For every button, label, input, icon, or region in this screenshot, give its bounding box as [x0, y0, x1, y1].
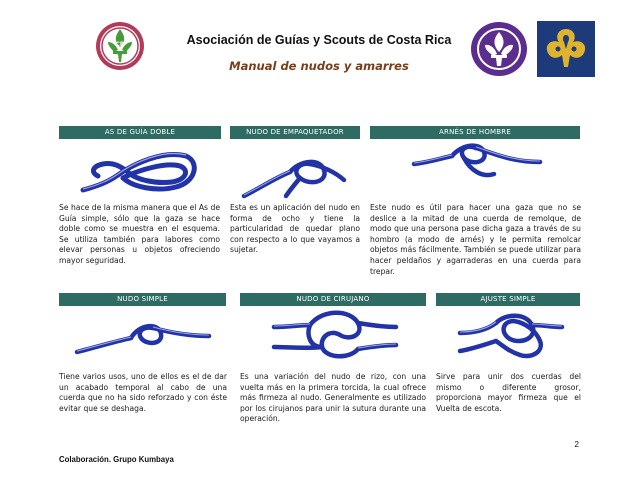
- nudo-de-cirujano-image: [270, 305, 400, 365]
- page-title: Asociación de Guías y Scouts de Costa Rica: [186, 33, 452, 47]
- nudo-simple-image: [73, 312, 213, 360]
- as-de-guia-doble-image: [78, 142, 203, 197]
- ajuste-simple-image: [456, 305, 566, 363]
- as-de-guia-doble-description: Se hace de la misma manera que el As de Guía simple, sólo que la gaza se hace doble como se muestra en el esquema. Se utiliza también para labores como elevar personas u objetos ofreciendo mayor seguridad.: [59, 203, 220, 265]
- arnes-de-hombre-image: [410, 138, 545, 188]
- nudo-de-empaquetador-description: Esta es un aplicación del nudo en forma de ocho y tiene la particularidad de quedar plano con respecto a lo que vayamos a sujetar.: [230, 203, 360, 255]
- arnes-de-hombre-description: Este nudo es útil para hacer una gaza que no se deslice a la mitad de una cuerda de remolque, de modo que una persona pase dicha gaza a través de su hombro (a modo de arnés) y le permita remolcar objetos más fácilmente. También se puede utilizar para hacer peldaños y agarraderas en una cuerda para trepar.: [370, 203, 581, 276]
- nudo-de-empaquetador-image: [240, 150, 348, 200]
- header-ajuste-simple: AJUSTE SIMPLE: [436, 293, 580, 306]
- page-number: 2: [574, 440, 579, 449]
- nudo-de-cirujano-description: Es una variación del nudo de rizo, con una vuelta más en la primera torcida, la cual ofrece más firmeza al nudo. Generalmente es utilizado por los cirujanos para unir la sutura durante una operación.: [240, 372, 426, 424]
- ajuste-simple-description: Sirve para unir dos cuerdas del mismo o diferente grosor, proporciona mayor firmeza que el Vuelta de escota.: [436, 372, 581, 413]
- nudo-simple-description: Tiene varios usos, uno de ellos es el de dar un acabado temporal al cabo de una cuerda que no ha sido reforzado y con éste evitar que se deshaga.: [59, 372, 227, 413]
- header-nudo-de-cirujano: NUDO DE CIRUJANO: [240, 293, 426, 306]
- logo-left-text: CR: [115, 41, 125, 48]
- header-as-de-guia-doble: AS DE GUÍA DOBLE: [59, 126, 221, 139]
- header-nudo-simple: NUDO SIMPLE: [59, 293, 226, 306]
- footer-credit: Colaboración. Grupo Kumbaya: [59, 455, 174, 464]
- header-arnes-de-hombre: ARNÉS DE HOMBRE: [370, 126, 580, 139]
- page-subtitle: Manual de nudos y amarres: [229, 59, 409, 73]
- header-nudo-de-empaquetador: NUDO DE EMPAQUETADOR: [230, 126, 360, 139]
